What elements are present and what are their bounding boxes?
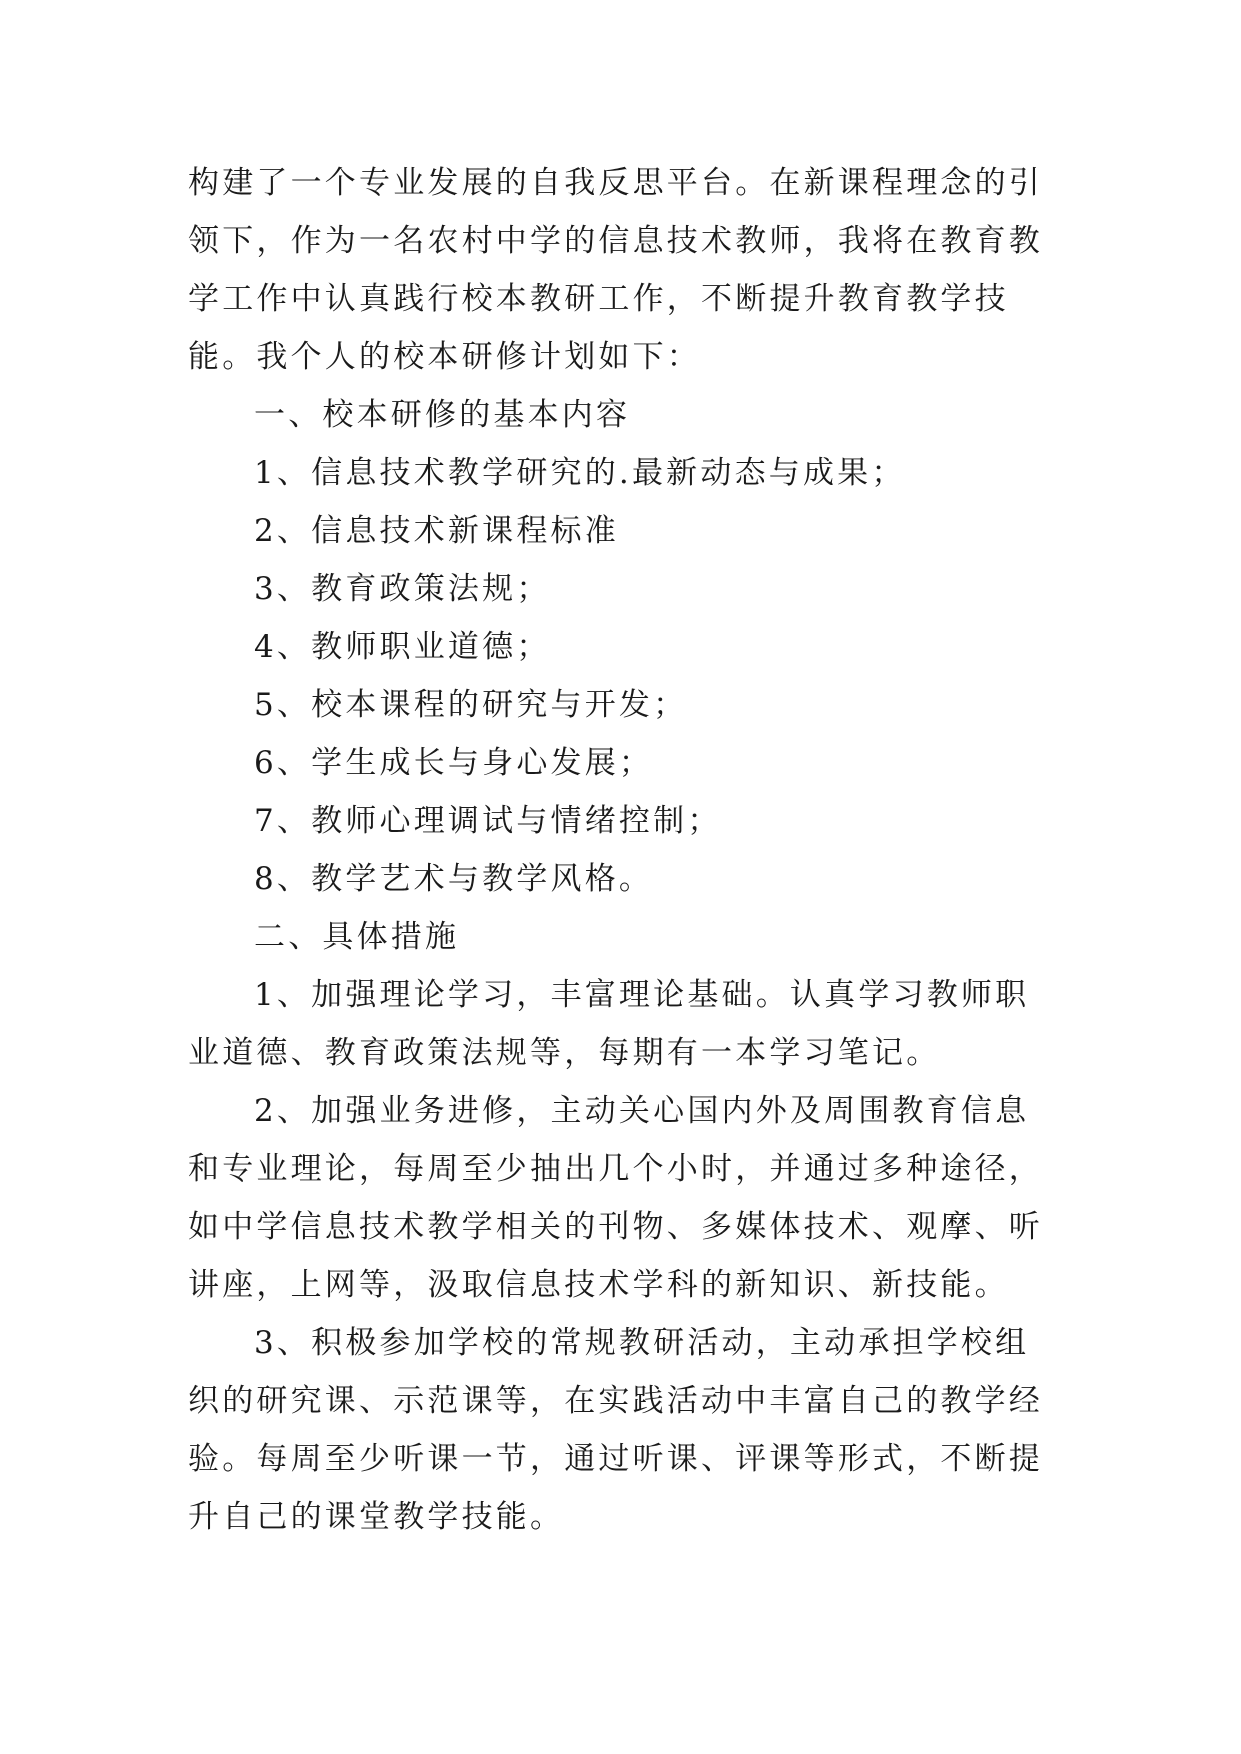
list-item: 3、教育政策法规； bbox=[254, 571, 551, 607]
measure-paragraph: 3、积极参加学校的常规教研活动，主动承担学校组织的研究课、示范课等，在实践活动中丰富自己的教学经验。每周至少听课一节，通过听课、评课等形式，不断提升自己的课堂教学技能。 bbox=[188, 1325, 1043, 1535]
section-heading-basic-content: 一、校本研修的基本内容 bbox=[254, 397, 631, 433]
list-item: 5、校本课程的研究与开发； bbox=[254, 687, 688, 723]
list-item: 2、信息技术新课程标准 bbox=[254, 513, 619, 549]
document-body bbox=[188, 154, 1048, 1546]
list-item: 8、教学艺术与教学风格。 bbox=[254, 861, 654, 897]
paragraph-intro: 构建了一个专业发展的自我反思平台。在新课程理念的引领下，作为一名农村中学的信息技术教师，我将在教育教学工作中认真践行校本教研工作，不断提升教育教学技能。我个人的校本研修计划如下： bbox=[188, 165, 1043, 375]
list-item: 6、学生成长与身心发展； bbox=[254, 745, 654, 781]
section-heading-measures: 二、具体措施 bbox=[254, 919, 460, 955]
measure-paragraph: 1、加强理论学习，丰富理论基础。认真学习教师职业道德、教育政策法规等，每期有一本学习笔记。 bbox=[188, 977, 1030, 1071]
list-item: 1、信息技术教学研究的.最新动态与成果； bbox=[254, 455, 906, 491]
list-item: 4、教师职业道德； bbox=[254, 629, 551, 665]
list-item: 7、教师心理调试与情绪控制； bbox=[254, 803, 722, 839]
measure-paragraph: 2、加强业务进修，主动关心国内外及周围教育信息和专业理论，每周至少抽出几个小时，并通过多种途径，如中学信息技术教学相关的刊物、多媒体技术、观摩、听讲座，上网等，汲取信息技术学科的新知识、新技能。 bbox=[188, 1093, 1043, 1303]
